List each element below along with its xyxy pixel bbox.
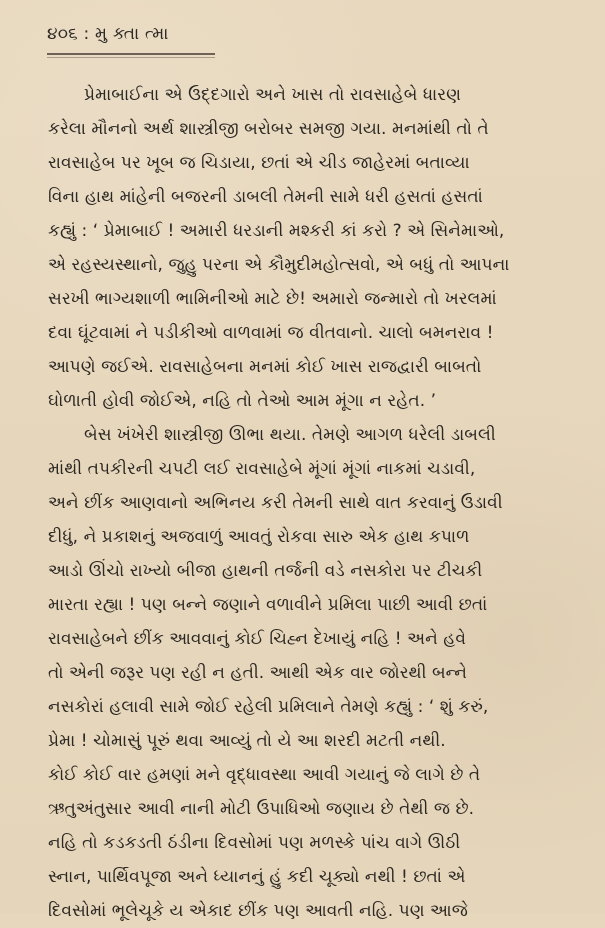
running-head: ૪૦૬ : મુ ક્તા ત્મા [47, 24, 169, 44]
text-line: માંથી તપકીરની ચપટી લઈ રાવસાહેબે મૂંગાં મૂંગાં નાકમાં ચડાવી, [48, 459, 476, 479]
text-line: કરેલા મૌનનો અર્થ શાસ્ત્રીજી બરોબર સમજી ગયા. મનમાંથી તો તે [48, 119, 489, 139]
text-line: અને છીંક આણવાનો અભિનય કરી તેમની સાથે વાત કરવાનું ઉડાવી [48, 493, 503, 513]
text-line: મારતા રહ્યા ! પણ બન્ને જણાને વળાવીને પ્રમિલા પાછી આવી છતાં [48, 595, 488, 615]
text-line: ઋતુઅંતુસાર આવી નાની મોટી ઉપાધિઓ જણાય છે તેથી જ છે. [48, 799, 475, 819]
text-line: કોઈ કોઈ વાર હમણાં મને વૃદ્ધાવસ્થા આવી ગયાનું જે લાગે છે તે [48, 765, 481, 785]
text-line: ઘોળાતી હોવી જોઈએ, નહિ તો તેઓ આમ મૂંગા ન રહેત. ’ [48, 391, 437, 411]
text-line: રાવસાહેબને છીંક આવવાનું કોઈ ચિહ્ન દેખાયું નહિ ! અને હવે [48, 629, 467, 649]
text-line: દવા ઘૂંટવામાં ને પડીકીઓ વાળવામાં જ વીતવાનો. ચાલો બમનરાવ ! [48, 323, 494, 343]
text-line: દીધું, ને પ્રકાશનું અજવાળું આવતું રોકવા સારુ એક હાથ કપાળ [48, 527, 470, 547]
text-line: નહિ તો કડકડતી ઠંડીના દિવસોમાં પણ મળસ્કે પાંચ વાગે ઊઠી [48, 833, 461, 853]
page-header [47, 22, 267, 60]
text-line: દિવસોમાં ભૂલેચૂકે ય એકાદ છીંક પણ આવતી નહિ. પણ આજે [48, 901, 468, 921]
text-line: વિના હાથ માંહેની બજરની ડાબલી તેમની સામે ધરી હસતાં હસતાં [48, 187, 483, 207]
text-line: તો એની જરૂર પણ રહી ન હતી. આથી એક વાર જોરથી બન્ને [48, 663, 467, 683]
text-line: પ્રેમાબાઈના એ ઉદ્દગારો અને ખાસ તો રાવસાહેબે ધારણ [84, 85, 461, 105]
text-line: સરખી ભાગ્યશાળી ભામિનીઓ માટે છે! અમારો જન્મારો તો ખરલમાં [48, 289, 497, 309]
page-body [48, 78, 564, 928]
paragraph-2 [48, 418, 564, 928]
text-line: નસકોરાં હલાવી સામે જોઈ રહેલી પ્રમિલાને તેમણે કહ્યું : ‘ શું કરું, [48, 697, 489, 717]
text-line: આડો ઊંચો રાખ્યો બીજા હાથની તર્જની વડે નસકોરા પર ટીચકી [48, 561, 483, 581]
text-line: એ રહસ્યસ્થાનો, જુહુ પરના એ કૌમુદીમહોત્સવો, એ બધું તો આપના [48, 255, 510, 275]
text-line: પ્રેમા ! ચોમાસું પૂરું થવા આવ્યું તો યે આ શરદી મટતી નથી. [48, 731, 446, 751]
text-line: બેસ ખંખેરી શાસ્ત્રીજી ઊભા થયા. તેમણે આગળ ધરેલી ડાબલી [84, 425, 496, 445]
text-line: રાવસાહેબ પર ખૂબ જ ચિડાયા, છતાં એ ચીડ જાહેરમાં બતાવ્યા [48, 153, 470, 173]
text-line: સ્નાન, પાર્થિવપૂજા અને ધ્યાનનું હું કદી ચૂક્યો નથી ! છતાં એ [48, 867, 466, 887]
paragraph-1 [48, 78, 564, 418]
header-rule [47, 53, 215, 55]
text-line: કહ્યું : ‘ પ્રેમાબાઈ ! અમારી ધરડાની મશ્કરી કાં કરો ? એ સિનેમાઓ, [48, 221, 505, 241]
text-line: આપણે જઈએ. રાવસાહેબના મનમાં કોઈ ખાસ રાજદ્વારી બાબતો [48, 357, 482, 377]
